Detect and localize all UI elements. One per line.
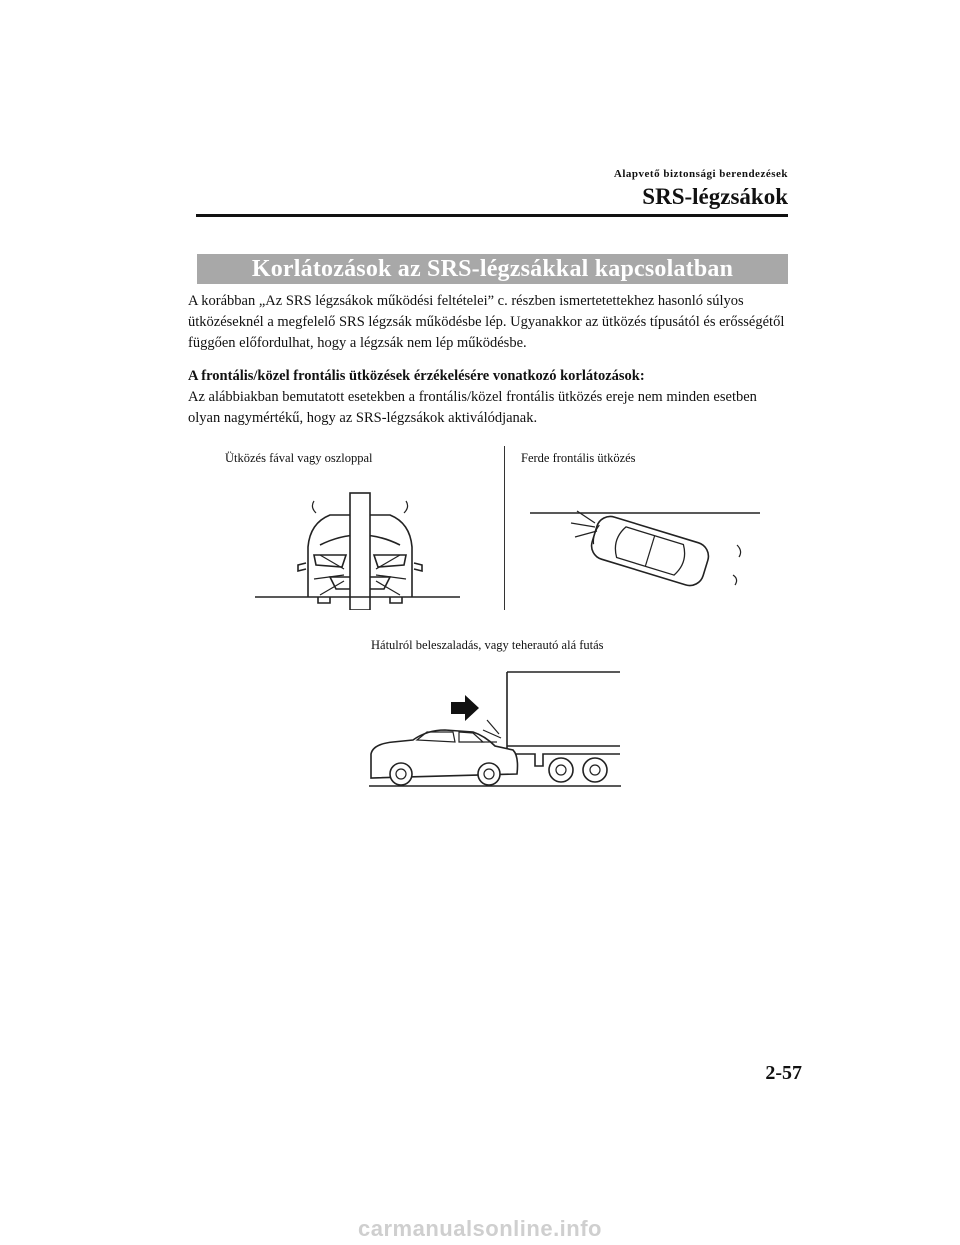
pole-caption: Ütközés fával vagy oszloppal xyxy=(225,451,373,465)
section-banner: Korlátozások az SRS-légzsákkal kapcsolatban xyxy=(197,254,788,284)
pole-impact-illustration xyxy=(250,485,465,610)
frontal-heading: A frontális/közel frontális ütközések érzékelésére vonatkozó korlátozások: xyxy=(188,368,645,384)
figure-divider xyxy=(504,446,505,610)
rear-caption: Hátulról beleszaladás, vagy teherautó alá futás xyxy=(371,638,604,652)
underride-illustration xyxy=(365,670,625,790)
oblique-impact-illustration xyxy=(525,505,765,590)
watermark: carmanualsonline.info xyxy=(358,1216,602,1241)
oblique-caption: Ferde frontális ütközés xyxy=(521,451,636,465)
frontal-paragraph: Az alábbiakban bemutatott esetekben a frontális/közel frontális ütközés ereje nem minden esetben olyan nagymértékű, hogy az SRS-légzsákok aktiválódjanak. xyxy=(188,389,757,426)
intro-paragraph: A korábban „Az SRS légzsákok működési feltételei” c. részben ismertetettekhez hasonló súlyos ütközéseknél a megfelelő SRS légzsák működésbe lép. Ugyanakkor az ütközés típusától és erősségétől függően előfordulhat, hogy a légzsák nem lép működésbe. xyxy=(188,293,785,351)
page-number: 2-57 xyxy=(765,1062,802,1084)
header-rule xyxy=(196,214,788,217)
page-title: SRS-légzsákok xyxy=(642,184,788,209)
section-label: Alapvető biztonsági berendezések xyxy=(613,168,788,180)
